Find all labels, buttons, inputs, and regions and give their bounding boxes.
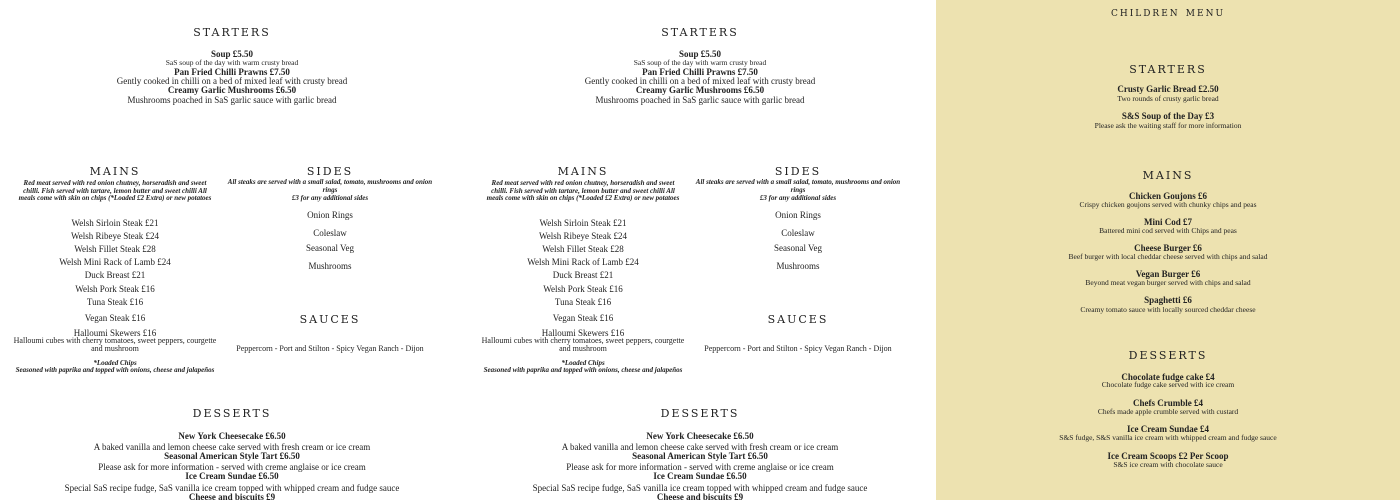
- menu-item-name: New York Cheesecake £6.50: [178, 431, 286, 441]
- main-item: Halloumi Skewers £16: [73, 328, 157, 338]
- menu-item-name: Vegan Burger £6: [1135, 269, 1201, 279]
- menu-item-name: Crusty Garlic Bread £2.50: [1117, 84, 1219, 94]
- main-item: Welsh Fillet Steak £28: [74, 244, 156, 254]
- side-item: Coleslaw: [313, 228, 347, 238]
- menu-item-desc: Please ask for more information - served with creme anglaise or ice cream: [566, 462, 834, 472]
- loaded-chips-desc: Seasoned with paprika and topped with onions, cheese and jalapeños: [483, 366, 683, 374]
- main-item: Welsh Sirloin Steak £21: [71, 218, 159, 228]
- main-item: Vegan Steak £16: [552, 313, 614, 323]
- menu-item-desc: Battered mini cod served with Chips and peas: [1099, 226, 1237, 235]
- sides-note: All steaks are served with a small salad, tomato, mushrooms and onion rings: [695, 178, 901, 194]
- main-item: Welsh Ribeye Steak £24: [70, 231, 160, 241]
- main-item: Tuna Steak £16: [86, 297, 144, 307]
- main-item: Tuna Steak £16: [554, 297, 612, 307]
- menu-item-desc: SaS soup of the day with warm crusty bread: [165, 58, 299, 67]
- side-item: Seasonal Veg: [773, 243, 823, 253]
- sides-note-price: £3 for any additional sides: [291, 194, 369, 202]
- menu-item-desc: A baked vanilla and lemon cheese cake served with fresh cream or ice cream: [93, 442, 371, 452]
- children-menu-panel: [936, 0, 1400, 500]
- loaded-chips-title: *Loaded Chips: [93, 359, 137, 367]
- menu-item-name: Creamy Garlic Mushrooms £6.50: [635, 85, 765, 95]
- sauces-list: Peppercorn - Port and Stilton - Spicy Vegan Ranch - Dijon: [704, 344, 892, 353]
- main-item: Welsh Mini Rack of Lamb £24: [527, 257, 639, 267]
- menu-item-name: Creamy Garlic Mushrooms £6.50: [167, 85, 297, 95]
- menu-item-desc: Mushrooms poached in SaS garlic sauce with garlic bread: [595, 95, 805, 105]
- menu-item-name: Cheese Burger £6: [1134, 243, 1202, 253]
- menu-item-desc: Chocolate fudge cake served with ice cream: [1101, 380, 1235, 389]
- children-menu-title: children menu: [1110, 5, 1226, 20]
- menu-item-name: Pan Fried Chilli Prawns £7.50: [174, 67, 290, 77]
- menu-item-desc: Crispy chicken goujons served with chunky chips and peas: [1079, 200, 1257, 209]
- main-item: Welsh Fillet Steak £28: [542, 244, 624, 254]
- menu-item-desc: Please ask for more information - served with creme anglaise or ice cream: [98, 462, 366, 472]
- children-starters-heading: starters: [1129, 59, 1207, 77]
- sides-heading: sides: [306, 161, 354, 179]
- sides-note: All steaks are served with a small salad, tomato, mushrooms and onion rings: [227, 178, 433, 194]
- loaded-chips-desc: Seasoned with paprika and topped with onions, cheese and jalapeños: [15, 366, 215, 374]
- children-desserts-heading: desserts: [1128, 345, 1208, 363]
- side-item: Coleslaw: [781, 228, 815, 238]
- sides-note-price: £3 for any additional sides: [759, 194, 837, 202]
- menu-item-desc: Beef burger with local cheddar cheese served with chips and salad: [1068, 252, 1268, 261]
- menu-item-desc: Beyond meat vegan burger served with chips and salad: [1085, 278, 1251, 287]
- desserts-heading: desserts: [660, 403, 740, 421]
- menu-item-name: Ice Cream Sundae £6.50: [653, 471, 747, 481]
- sides-heading: sides: [774, 161, 822, 179]
- menu-item-name: Soup £5.50: [210, 49, 254, 59]
- menu-item-desc: Chefs made apple crumble served with custard: [1097, 407, 1239, 416]
- side-item: Onion Rings: [775, 210, 821, 220]
- menu-item-name: Seasonal American Style Tart £6.50: [632, 451, 768, 461]
- sauces-list: Peppercorn - Port and Stilton - Spicy Vegan Ranch - Dijon: [236, 344, 424, 353]
- sauces-heading: sauces: [299, 309, 361, 327]
- side-item: Onion Rings: [307, 210, 353, 220]
- mains-note: Red meat served with red onion chutney, horseradish and sweet chilli. Fish served with tartare, lemon butter and sweet chilli All meals come with skin on chips (*Loaded £2 Extra) or new potatoes: [486, 179, 680, 203]
- menu-item-desc: A baked vanilla and lemon cheese cake served with fresh cream or ice cream: [561, 442, 839, 452]
- side-item: Seasonal Veg: [305, 243, 355, 253]
- menu-item-desc: S&S fudge, S&S vanilla ice cream with whipped cream and fudge sauce: [1059, 433, 1277, 442]
- halloumi-desc: Halloumi cubes with cherry tomatoes, sweet peppers, courgette and mushroom: [13, 336, 217, 353]
- menu-item-name: Pan Fried Chilli Prawns £7.50: [642, 67, 758, 77]
- menu-item-name: Soup £5.50: [678, 49, 722, 59]
- menu-item-desc: Special SaS recipe fudge, SaS vanilla ice cream topped with whipped cream and fudge sauce: [64, 483, 400, 493]
- main-item: Welsh Pork Steak £16: [75, 284, 155, 294]
- mains-note: Red meat served with red onion chutney, horseradish and sweet chilli. Fish served with tartare, lemon butter and sweet chilli All meals come with skin on chips (*Loaded £2 Extra) or new potatoes: [18, 179, 212, 203]
- menu-item-desc: Two rounds of crusty garlic bread: [1117, 94, 1219, 103]
- main-item: Vegan Steak £16: [84, 313, 146, 323]
- menu-item-name: Ice Cream Scoops £2 Per Scoop: [1107, 451, 1229, 461]
- menu-item-name: Seasonal American Style Tart £6.50: [164, 451, 300, 461]
- menu-item-name: Cheese and biscuits £9: [656, 492, 744, 502]
- menu-panel-copy: [468, 0, 936, 500]
- desserts-heading: desserts: [192, 403, 272, 421]
- loaded-chips-title: *Loaded Chips: [561, 359, 605, 367]
- menu-item-name: Chefs Crumble £4: [1133, 398, 1203, 408]
- side-item: Mushrooms: [308, 261, 352, 271]
- menu-item-name: Cheese and biscuits £9: [188, 492, 276, 502]
- main-item: Duck Breast £21: [552, 270, 614, 280]
- menu-item-desc: Gently cooked in chilli on a bed of mixed leaf with crusty bread: [584, 76, 816, 86]
- main-item: Welsh Sirloin Steak £21: [539, 218, 627, 228]
- mains-heading: mains: [557, 161, 609, 179]
- starters-heading: starters: [193, 22, 271, 40]
- main-item: Halloumi Skewers £16: [541, 328, 625, 338]
- halloumi-desc: Halloumi cubes with cherry tomatoes, sweet peppers, courgette and mushroom: [481, 336, 685, 353]
- menu-item-name: New York Cheesecake £6.50: [646, 431, 754, 441]
- menu-item-desc: Please ask the waiting staff for more information: [1094, 121, 1242, 130]
- menu-item-desc: S&S ice cream with chocolate sauce: [1113, 460, 1223, 469]
- main-item: Welsh Pork Steak £16: [543, 284, 623, 294]
- menu-item-name: S&S Soup of the Day £3: [1121, 111, 1215, 121]
- menu-panel: [0, 0, 468, 500]
- menu-item-name: Mini Cod £7: [1143, 217, 1193, 227]
- menu-item-desc: Creamy tomato sauce with locally sourced cheddar cheese: [1080, 305, 1256, 314]
- menu-item-desc: Mushrooms poached in SaS garlic sauce with garlic bread: [127, 95, 337, 105]
- menu-item-desc: Special SaS recipe fudge, SaS vanilla ice cream topped with whipped cream and fudge sauce: [532, 483, 868, 493]
- menu-item-name: Ice Cream Sundae £6.50: [185, 471, 279, 481]
- menu-item-name: Chicken Goujons £6: [1128, 191, 1208, 201]
- main-item: Welsh Ribeye Steak £24: [538, 231, 628, 241]
- children-mains-heading: mains: [1142, 165, 1194, 183]
- starters-heading: starters: [661, 22, 739, 40]
- main-item: Welsh Mini Rack of Lamb £24: [59, 257, 171, 267]
- menu-item-desc: SaS soup of the day with warm crusty bread: [633, 58, 767, 67]
- main-item: Duck Breast £21: [84, 270, 146, 280]
- menu-item-desc: Gently cooked in chilli on a bed of mixed leaf with crusty bread: [116, 76, 348, 86]
- side-item: Mushrooms: [776, 261, 820, 271]
- menu-item-name: Chocolate fudge cake £4: [1121, 372, 1215, 382]
- menu-item-name: Ice Cream Sundae £4: [1126, 424, 1210, 434]
- sauces-heading: sauces: [767, 309, 829, 327]
- menu-item-name: Spaghetti £6: [1144, 295, 1192, 305]
- mains-heading: mains: [89, 161, 141, 179]
